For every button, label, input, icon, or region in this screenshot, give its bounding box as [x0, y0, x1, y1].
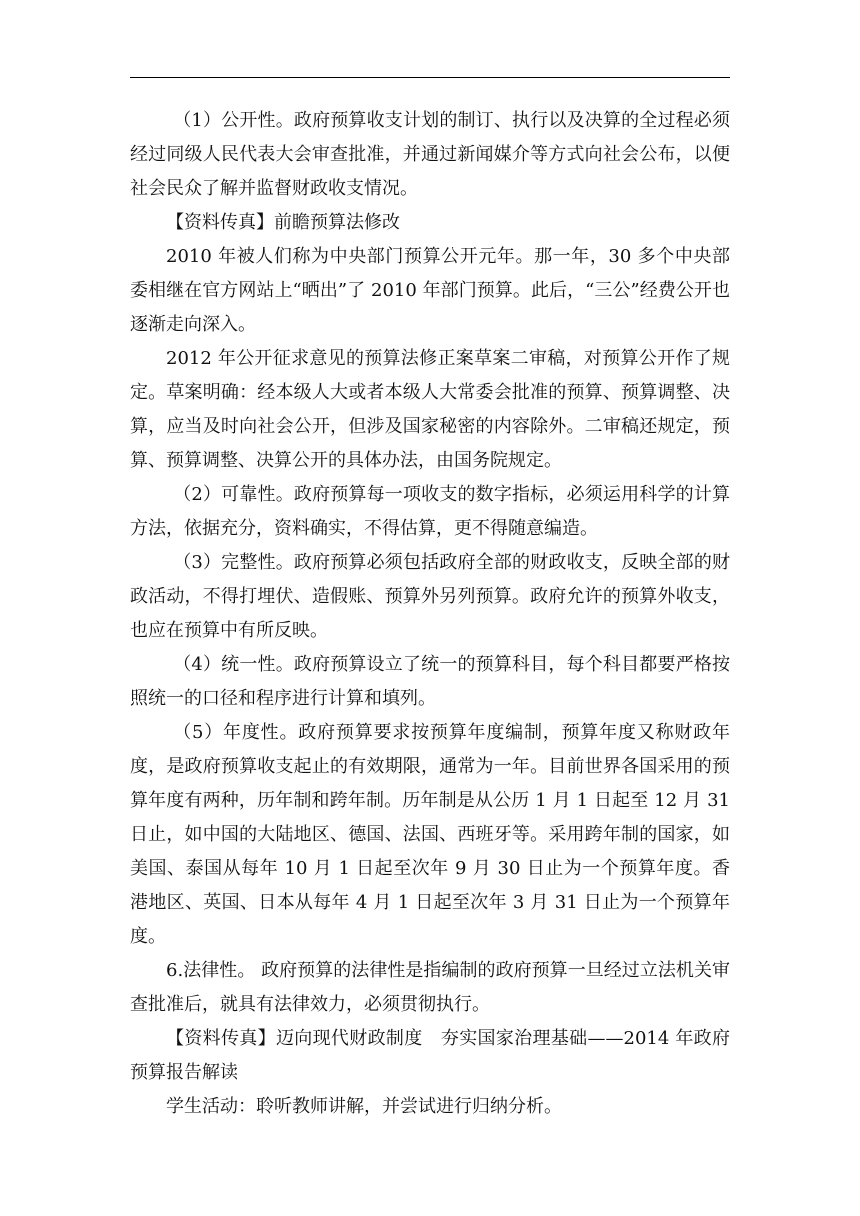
paragraph-completeness: （3）完整性。政府预算必须包括政府全部的财政收支，反映全部的财政活动，不得打埋伏、造假账、预算外另列预算。政府允许的预算外收支，也应在预算中有所反映。 [130, 552, 730, 641]
paragraph-reliability: （2）可靠性。政府预算每一项收支的数字指标，必须运用科学的计算方法，依据充分，资料确实，不得估算，更不得随意编造。 [130, 484, 730, 539]
paragraph-annuality: （5）年度性。政府预算要求按预算年度编制，预算年度又称财政年度，是政府预算收支起止的有效期限，通常为一年。目前世界各国采用的预算年度有两种，历年制和跨年制。历年制是从公历 1 月 1 日起至 12 月 31 日止，如中国的大陆地区、德国、法国、西班牙等。采用跨年制的国家，如美国、泰国从每年 10 月 1 日起至次年 9 月 30 日止为一个预算年度。香港地区、英国、日本从每年 4 月 1 日起至次年 3 月 31 日止为一个预算年度。 [130, 722, 731, 947]
paragraph-openness: （1）公开性。政府预算收支计划的制订、执行以及决算的全过程必须经过同级人民代表大会审查批准，并通过新闻媒介等方式向社会公布，以便社会民众了解并监督财政收支情况。 [130, 110, 730, 199]
paragraph-material-heading-1: 【资料传真】前瞻预算法修改 [166, 212, 400, 233]
paragraph-2010-budget: 2010 年被人们称为中央部门预算公开元年。那一年，30 多个中央部委相继在官方网站上“晒出”了 2010 年部门预算。此后，“三公”经费公开也逐渐走向深入。 [130, 246, 730, 335]
paragraph-2012-draft: 2012 年公开征求意见的预算法修正案草案二审稿，对预算公开作了规定。草案明确：经本级人大或者本级人大常委会批准的预算、预算调整、决算，应当及时向社会公开，但涉及国家秘密的内容除外。二审稿还规定，预算、预算调整、决算公开的具体办法，由国务院规定。 [130, 348, 730, 471]
header-rule [130, 77, 730, 78]
paragraph-material-heading-2: 【资料传真】迈向现代财政制度 夯实国家治理基础——2014 年政府预算报告解读 [130, 1028, 730, 1083]
document-body [130, 104, 730, 1124]
paragraph-legality: 6.法律性。 政府预算的法律性是指编制的政府预算一旦经过立法机关审查批准后，就具有法律效力，必须贯彻执行。 [130, 960, 730, 1015]
paragraph-unity: （4）统一性。政府预算设立了统一的预算科目，每个科目都要严格按照统一的口径和程序进行计算和填列。 [130, 654, 730, 709]
paragraph-student-activity: 学生活动：聆听教师讲解，并尝试进行归纳分析。 [166, 1096, 562, 1117]
